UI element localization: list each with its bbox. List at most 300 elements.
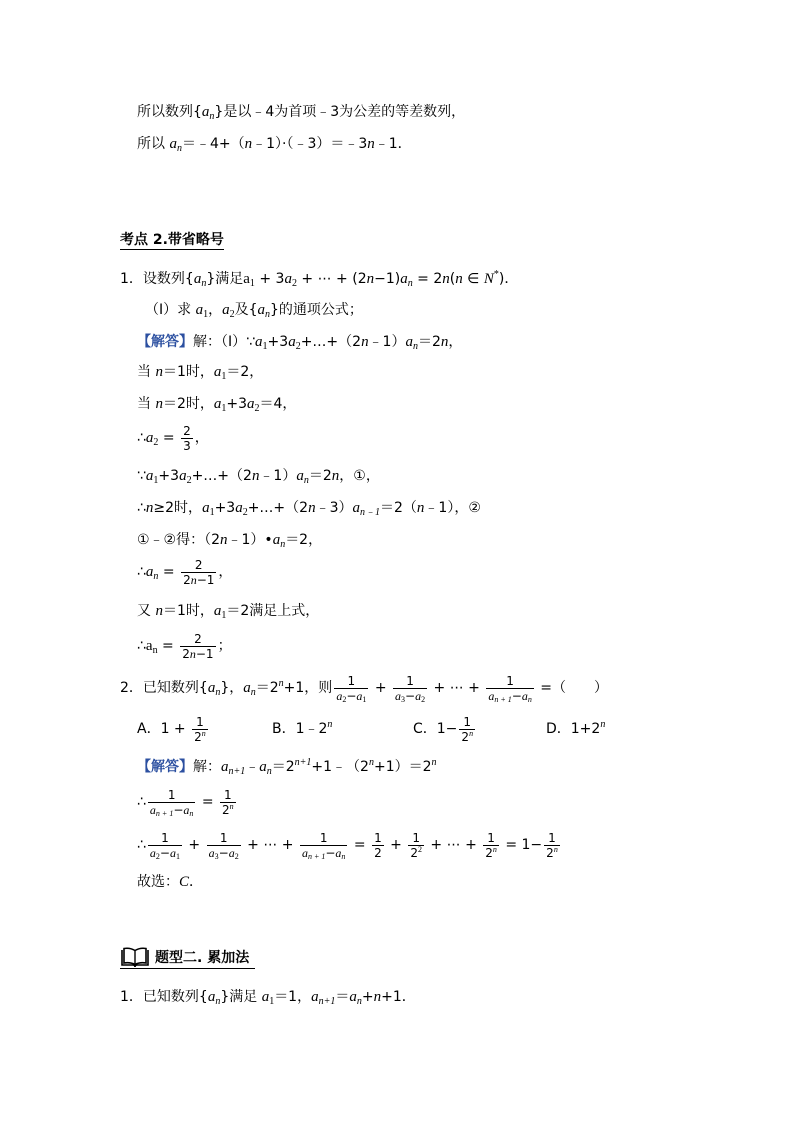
fraction-denominator xyxy=(408,846,424,860)
math-var: a xyxy=(213,396,222,412)
text-run: ﹣1） xyxy=(368,334,406,350)
text-run: ＝1时， xyxy=(162,364,214,380)
text-run: =（ ） xyxy=(535,680,608,696)
math-var: a xyxy=(259,759,267,775)
subscript: n xyxy=(153,571,159,582)
subscript: n xyxy=(527,694,532,704)
fraction xyxy=(393,674,427,703)
text-run: ，①， xyxy=(339,468,380,484)
text-run: 1 xyxy=(161,830,169,845)
text-run: − xyxy=(159,845,170,860)
fraction-denominator xyxy=(180,647,215,661)
subscript: n xyxy=(176,143,182,154)
text-run: 3 xyxy=(183,438,191,453)
text-run: 1 xyxy=(347,673,356,688)
fraction xyxy=(148,788,195,817)
text-run: C．1− xyxy=(413,721,458,737)
text-run: + ⋯ + xyxy=(242,837,298,853)
text-run: +3 xyxy=(267,334,289,350)
text-run: +1． xyxy=(381,989,416,1005)
text-run: ∴ xyxy=(137,794,146,810)
text-run: ∴ xyxy=(137,638,146,654)
text-run: ＝2时， xyxy=(162,396,214,412)
fraction xyxy=(408,831,424,860)
math-var: a xyxy=(207,989,216,1005)
text-run: }的通项公式； xyxy=(270,302,363,318)
subscript: 1 xyxy=(175,851,180,861)
fraction xyxy=(300,831,347,860)
text-run: ＝2 xyxy=(271,759,295,775)
text-run: +…+（2 xyxy=(191,468,252,484)
text-run: 1 xyxy=(374,830,382,845)
math-var: N xyxy=(483,271,494,287)
text-run: 及{ xyxy=(234,302,258,318)
math-var: a xyxy=(202,500,210,516)
math-var: a xyxy=(257,302,266,318)
text-run: B．1﹣2 xyxy=(272,721,328,737)
text-run: 2 xyxy=(546,845,554,860)
text-run: 2 xyxy=(374,845,382,860)
step-subtract xyxy=(137,530,322,550)
subscript: 1 xyxy=(221,610,227,621)
math-var: a xyxy=(405,334,413,350)
subscript: n xyxy=(152,645,158,656)
answer-2-start xyxy=(137,757,437,777)
text-run: ， xyxy=(218,564,233,580)
math-var: a xyxy=(261,989,270,1005)
math-var: a xyxy=(179,468,187,484)
question-3 xyxy=(120,987,416,1007)
text-run: 又 xyxy=(137,603,156,619)
text-run: 1．已知数列{ xyxy=(120,989,208,1005)
math-var: a xyxy=(201,104,210,120)
subscript: n xyxy=(266,766,272,777)
math-var: a xyxy=(169,845,176,860)
text-run: + 3 xyxy=(254,271,285,287)
text-run: 1 xyxy=(487,830,495,845)
text-run: 1 xyxy=(463,714,472,729)
subscript: n xyxy=(250,687,256,698)
fraction xyxy=(459,715,475,744)
math-var: a xyxy=(335,845,342,860)
subscript: 2 xyxy=(342,694,347,704)
text-run: ∴ xyxy=(137,500,146,516)
text-run: +1）＝2 xyxy=(373,759,432,775)
math-var: n xyxy=(155,603,163,619)
fraction-denominator xyxy=(220,803,236,817)
fraction-numerator xyxy=(148,788,195,803)
math-var: a xyxy=(243,271,250,287)
text-run: +…+（2 xyxy=(300,334,362,350)
math-var: a xyxy=(207,680,216,696)
text-run: 解：（Ⅰ）∵ xyxy=(193,334,256,350)
text-run: ﹣1）·（﹣3）＝﹣3 xyxy=(252,136,368,152)
text-run: ＝2， xyxy=(226,364,264,380)
fraction-numerator xyxy=(408,831,424,846)
option-d xyxy=(546,719,605,739)
option-b xyxy=(272,719,332,739)
math-var: n xyxy=(155,396,163,412)
subscript: n+1 xyxy=(318,996,336,1007)
text-run: 1．设数列{ xyxy=(120,271,194,287)
superscript: n xyxy=(492,844,497,854)
answer-tag: 【解答】 xyxy=(137,334,193,350)
text-run: 1 xyxy=(196,714,204,729)
text-run: −1 xyxy=(195,646,214,661)
step-equation-1 xyxy=(137,466,380,486)
superscript: n xyxy=(553,844,558,854)
math-var: a xyxy=(243,680,251,696)
fraction-numerator xyxy=(334,674,368,689)
math-var: n xyxy=(308,500,316,516)
superscript: n+1 xyxy=(294,757,312,768)
math-var: n xyxy=(416,500,425,516)
text-run: + xyxy=(370,680,392,696)
text-run: 1 xyxy=(412,830,420,845)
fraction-numerator xyxy=(300,831,347,846)
step-an-final xyxy=(137,631,232,661)
text-run: ＝ xyxy=(335,989,350,1005)
text-run: −1) xyxy=(374,271,401,287)
step-a2-value xyxy=(137,423,209,453)
text-run: ①﹣②得：（2 xyxy=(137,532,221,548)
fraction xyxy=(220,788,236,817)
math-var: n xyxy=(361,334,369,350)
text-run: }满足 xyxy=(220,989,262,1005)
fraction-numerator xyxy=(220,788,236,803)
fraction xyxy=(207,831,241,860)
fraction xyxy=(372,831,384,860)
text-run: 2 xyxy=(222,802,230,817)
subscript: n xyxy=(215,687,221,698)
text-run: = xyxy=(157,638,179,654)
text-run: ≥2时， xyxy=(153,500,203,516)
line-general-term xyxy=(137,134,412,154)
fraction xyxy=(181,558,216,587)
step-reciprocal xyxy=(137,787,238,818)
math-var: a xyxy=(145,638,153,654)
subscript: n xyxy=(303,475,309,486)
text-run: − xyxy=(325,845,336,860)
text-run: +3 xyxy=(158,468,180,484)
math-var: n xyxy=(366,271,375,287)
text-run: ＝1， xyxy=(274,989,312,1005)
text-run: 2．已知数列{ xyxy=(120,680,208,696)
subscript: 2 xyxy=(153,437,159,448)
text-run: − xyxy=(405,688,416,703)
question-1 xyxy=(120,269,518,289)
math-var: a xyxy=(488,688,495,703)
subscript: 3 xyxy=(214,851,219,861)
fraction xyxy=(192,715,208,744)
fraction-numerator xyxy=(483,831,499,846)
fraction-numerator xyxy=(192,715,208,730)
question-2 xyxy=(120,673,608,704)
subscript: n xyxy=(209,111,215,122)
math-var: n xyxy=(251,468,260,484)
fraction xyxy=(334,674,368,703)
text-run: − xyxy=(173,802,184,817)
question-1-part-i xyxy=(145,300,363,320)
math-var: n xyxy=(220,532,228,548)
text-run: + ⋯ + (2 xyxy=(296,271,367,287)
fraction xyxy=(180,632,215,661)
fraction-denominator xyxy=(393,689,427,703)
math-var: a xyxy=(149,845,156,860)
text-run: −1 xyxy=(196,572,215,587)
subscript: n+1 xyxy=(228,766,246,777)
fraction-denominator xyxy=(148,846,182,860)
math-var: a xyxy=(415,688,422,703)
math-var: n xyxy=(145,500,154,516)
text-run: ﹣3） xyxy=(315,500,353,516)
math-var: a xyxy=(222,302,230,318)
superscript: n xyxy=(368,757,374,768)
text-run: ， xyxy=(194,430,209,446)
text-run: 解： xyxy=(193,759,221,775)
fraction-denominator xyxy=(486,689,533,703)
text-run: ﹣1． xyxy=(374,136,412,152)
subscript: n xyxy=(412,341,418,352)
fraction xyxy=(486,674,533,703)
fraction-numerator xyxy=(459,715,475,730)
text-run: )． xyxy=(498,271,519,287)
subscript: 2 xyxy=(254,403,260,414)
subscript: 1 xyxy=(362,694,367,704)
section-heading-2 xyxy=(120,945,255,969)
subscript: n xyxy=(356,996,362,1007)
math-var: a xyxy=(183,802,190,817)
book-icon xyxy=(120,946,155,968)
text-run: 当 xyxy=(137,396,156,412)
fraction-denominator xyxy=(334,689,368,703)
math-var: a xyxy=(311,989,319,1005)
subscript: 2 xyxy=(234,851,239,861)
text-run: = xyxy=(349,837,371,853)
superscript: n xyxy=(469,728,474,738)
fraction-denominator xyxy=(483,846,499,860)
text-run: ﹣1）• xyxy=(227,532,273,548)
text-run: ﹣ xyxy=(245,759,260,775)
math-var: n xyxy=(455,271,463,287)
text-run: ＝2 xyxy=(417,334,441,350)
math-var: a xyxy=(213,603,222,619)
math-var: a xyxy=(221,759,229,775)
math-var: a xyxy=(169,136,177,152)
text-run: = xyxy=(158,430,180,446)
text-run: 2 xyxy=(194,631,202,646)
fraction xyxy=(181,424,193,453)
math-var: a xyxy=(296,468,304,484)
math-var: a xyxy=(521,688,528,703)
text-run: }是以﹣4为首项﹣3为公差的等差数列， xyxy=(214,104,466,120)
subscript: n xyxy=(265,309,271,320)
subscript: n + 1 xyxy=(155,808,174,818)
fraction-denominator xyxy=(192,730,208,744)
math-var: a xyxy=(149,802,156,817)
subscript: n xyxy=(201,278,207,289)
text-run: ， xyxy=(208,302,223,318)
math-var: a xyxy=(228,845,235,860)
math-var: n xyxy=(373,989,382,1005)
text-run: = 2 xyxy=(412,271,443,287)
fraction-denominator xyxy=(181,439,193,453)
text-run: − xyxy=(511,688,522,703)
subscript: 2 xyxy=(295,341,301,352)
step-n1 xyxy=(137,362,263,382)
text-run: − xyxy=(218,845,229,860)
math-var: a xyxy=(272,532,281,548)
subscript: 1 xyxy=(262,341,268,352)
text-run: ＝2， xyxy=(285,532,323,548)
answer-tag: 【解答】 xyxy=(137,759,193,775)
section-heading-row xyxy=(120,230,224,250)
fraction-numerator xyxy=(544,831,560,846)
fraction xyxy=(483,831,499,860)
step-n2 xyxy=(137,394,296,414)
option-c xyxy=(413,714,477,744)
text-run: 2 xyxy=(410,845,418,860)
text-run: ＝4， xyxy=(259,396,297,412)
math-var: a xyxy=(356,688,363,703)
subscript: 2 xyxy=(229,309,235,320)
superscript: n xyxy=(600,719,606,730)
math-var: a xyxy=(235,500,243,516)
subscript: 1 xyxy=(221,403,227,414)
text-run: 1 xyxy=(224,787,232,802)
text-run: 1 xyxy=(406,673,414,688)
superscript: n xyxy=(327,719,333,730)
math-var: a xyxy=(195,302,204,318)
math-var: n xyxy=(442,271,450,287)
superscript: n xyxy=(229,801,234,811)
text-run: 1 xyxy=(506,673,514,688)
text-run: }， xyxy=(220,680,244,696)
text-run: ∴ xyxy=(137,564,146,580)
text-run: = xyxy=(158,564,180,580)
subscript: 2 xyxy=(155,851,160,861)
text-run: 2 xyxy=(461,729,470,744)
subscript: n xyxy=(341,851,346,861)
subscript: n xyxy=(280,539,286,550)
subscript: n xyxy=(215,996,221,1007)
text-run: ， xyxy=(448,334,463,350)
math-var: n xyxy=(189,646,196,661)
math-var: a xyxy=(400,271,408,287)
subscript: 2 xyxy=(421,694,426,704)
math-var: a xyxy=(145,468,154,484)
text-run: 当 xyxy=(137,364,156,380)
text-run: }满足 xyxy=(206,271,244,287)
text-run: 1 xyxy=(319,830,328,845)
subscript: 1 xyxy=(221,371,227,382)
text-run: 1 xyxy=(219,830,228,845)
text-run: 2 xyxy=(194,729,202,744)
text-run: + xyxy=(361,989,374,1005)
fraction xyxy=(148,831,182,860)
text-run: +…+（2 xyxy=(247,500,309,516)
math-var: a xyxy=(145,564,154,580)
math-var: a xyxy=(255,334,263,350)
math-var: a xyxy=(349,989,357,1005)
math-var: n xyxy=(367,136,375,152)
subscript: n xyxy=(407,278,413,289)
math-var: a xyxy=(208,845,215,860)
text-run: + xyxy=(385,837,407,853)
subscript: n + 1 xyxy=(307,851,326,861)
text-run: ∵ xyxy=(137,468,146,484)
fraction-numerator xyxy=(486,674,533,689)
step-check-n1 xyxy=(137,601,319,621)
fraction-denominator xyxy=(148,803,195,817)
text-run: = xyxy=(197,794,219,810)
subscript: 3 xyxy=(401,694,406,704)
step-an-formula xyxy=(137,557,233,587)
fraction-denominator xyxy=(372,846,384,860)
subscript: n xyxy=(189,808,194,818)
fraction-denominator xyxy=(300,846,347,860)
math-var: n xyxy=(440,334,449,350)
math-var: a xyxy=(395,688,402,703)
fraction-numerator xyxy=(207,831,241,846)
step-sum xyxy=(137,830,562,861)
subscript: 1 xyxy=(203,309,209,320)
math-var: n xyxy=(331,468,340,484)
text-run: ﹣1） xyxy=(259,468,297,484)
option-a xyxy=(137,714,210,744)
text-run: 故选： xyxy=(137,874,179,890)
text-run: 1 xyxy=(167,787,176,802)
text-run: 2 xyxy=(182,646,190,661)
subscript: n﹣1 xyxy=(360,507,380,518)
text-run: A．1 + xyxy=(137,721,191,737)
subscript: 2 xyxy=(242,507,248,518)
fraction-denominator xyxy=(459,730,475,744)
text-run: ＝2 xyxy=(255,680,279,696)
math-var: a xyxy=(352,500,360,516)
math-var: a xyxy=(301,845,308,860)
math-var: C xyxy=(179,874,190,890)
text-run: ( xyxy=(449,271,456,287)
math-var: a xyxy=(247,396,255,412)
text-run: 所以数列{ xyxy=(137,104,202,120)
text-run: + ⋯ + xyxy=(425,837,482,853)
math-var: a xyxy=(213,364,222,380)
text-run: − xyxy=(346,688,357,703)
text-run: ＝1时， xyxy=(162,603,214,619)
math-var: a xyxy=(336,688,343,703)
math-var: n xyxy=(244,136,253,152)
math-var: n xyxy=(190,572,197,587)
text-run: +3 xyxy=(214,500,236,516)
section-heading-text: 题型二. 累加法 xyxy=(155,949,250,966)
text-run: ﹣1），② xyxy=(424,500,481,516)
answer-1-start xyxy=(137,332,462,352)
superscript: 2 xyxy=(417,844,422,854)
subscript: 1 xyxy=(269,996,275,1007)
text-run: 2 xyxy=(183,423,191,438)
text-run: ∴ xyxy=(137,430,146,446)
math-var: n xyxy=(155,364,163,380)
fraction-denominator xyxy=(181,573,216,587)
fraction-numerator xyxy=(393,674,427,689)
subscript: 1 xyxy=(249,278,255,289)
math-var: a xyxy=(193,271,202,287)
text-run: +3 xyxy=(226,396,248,412)
text-run: 2 xyxy=(194,557,203,572)
text-run: ＝2（ xyxy=(380,500,417,516)
subscript: 1 xyxy=(209,507,215,518)
